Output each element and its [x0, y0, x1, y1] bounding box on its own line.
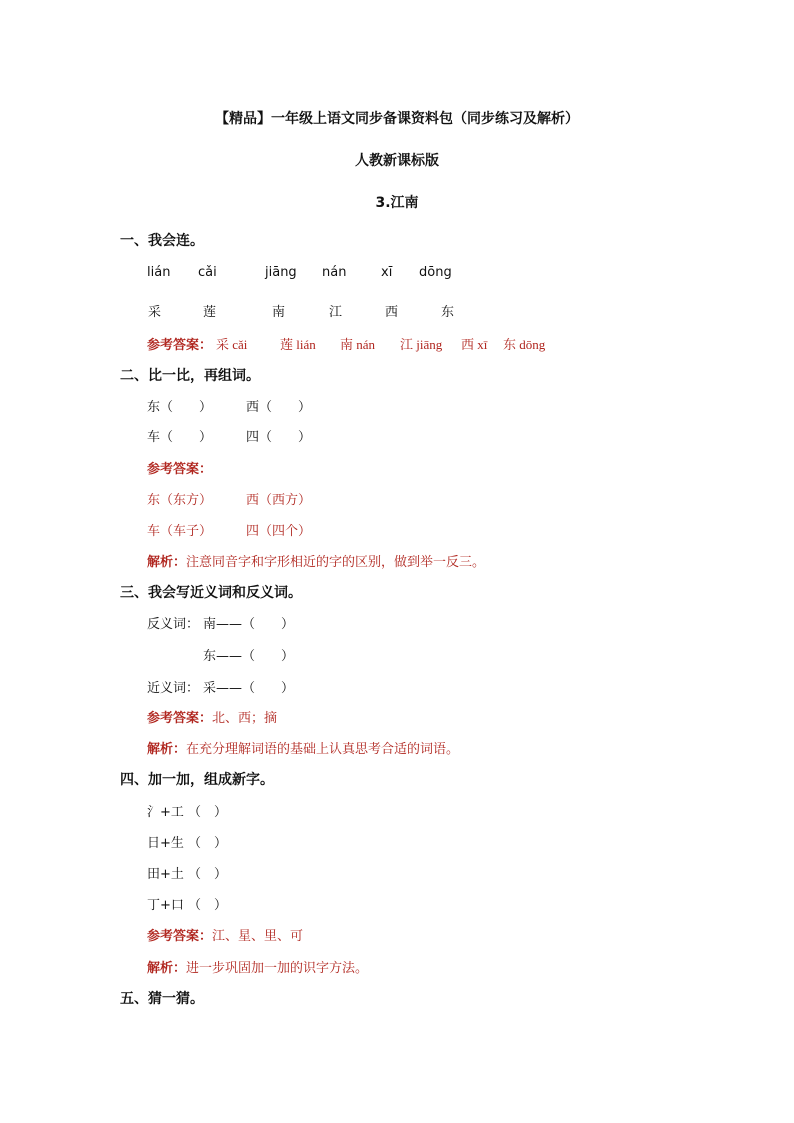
q1-answer: 江 jiāng: [400, 337, 443, 352]
document-title: 【精品】一年级上语文同步备课资料包（同步练习及解析）: [215, 111, 579, 127]
analysis-label: 解析：: [147, 742, 187, 757]
q1-pinyin: jiāng: [265, 265, 297, 280]
q4-item: 丁+口 （ ）: [147, 898, 228, 913]
answer-label: 参考答案：: [147, 929, 213, 944]
antonym-label: 反义词：: [147, 617, 200, 632]
q3-answer: [147, 707, 277, 726]
q5-heading: 五、猜一猜。: [120, 991, 204, 1007]
q2-answer: 车（车子）: [147, 524, 213, 539]
q1-char: 采: [148, 305, 162, 320]
edition-subtitle: 人教新课标版: [355, 153, 439, 169]
lesson-title: 3.江南: [375, 195, 419, 211]
antonym-item: 南——（ ）: [203, 617, 295, 632]
q2-item: 车（ ）: [147, 430, 213, 445]
q1-char: 莲: [203, 305, 217, 320]
q3-analysis: [147, 738, 459, 757]
q4-analysis: [147, 957, 368, 976]
synonym-label: 近义词：: [147, 681, 200, 696]
answer-text: 北、西；摘: [212, 711, 278, 726]
answer-label: 参考答案：: [147, 338, 213, 353]
q1-answer: 东 dōng: [503, 337, 546, 352]
q2-answer: 西（西方）: [246, 493, 312, 508]
q2-item: 东（ ）: [147, 400, 213, 415]
q1-answer: 西 xī: [461, 337, 488, 352]
analysis-label: 解析：: [147, 555, 187, 570]
q4-item: 日+生 （ ）: [147, 836, 228, 851]
q3-heading: 三、我会写近义词和反义词。: [120, 585, 302, 601]
q1-pinyin: dōng: [419, 265, 452, 280]
q1-char: 东: [441, 305, 455, 320]
answer-label: 参考答案：: [147, 711, 213, 726]
q4-heading: 四、加一加，组成新字。: [120, 772, 274, 788]
q2-answer: 东（东方）: [147, 493, 213, 508]
q1-pinyin: lián: [147, 265, 171, 280]
q1-answer: 南 nán: [340, 337, 376, 352]
q2-heading: 二、比一比，再组词。: [120, 368, 260, 384]
q4-item: 氵+工 （ ）: [147, 805, 228, 820]
q1-heading: 一、我会连。: [120, 233, 204, 249]
q2-answer: 四（四个）: [246, 524, 312, 539]
answer-text: 江、星、里、可: [212, 929, 304, 944]
q2-item: 四（ ）: [246, 430, 312, 445]
answer-label: 参考答案：: [147, 462, 213, 477]
q1-char: 江: [329, 305, 343, 320]
analysis-text: 注意同音字和字形相近的字的区别，做到举一反三。: [186, 555, 486, 570]
analysis-text: 在充分理解词语的基础上认真思考合适的词语。: [186, 742, 460, 757]
q1-answer: 采 cǎi: [216, 337, 248, 352]
analysis-text: 进一步巩固加一加的识字方法。: [186, 961, 369, 976]
analysis-label: 解析：: [147, 961, 187, 976]
antonym-item: 东——（ ）: [203, 649, 295, 664]
q4-answer: [147, 925, 303, 944]
q1-answer: 莲 lián: [280, 337, 316, 352]
q1-pinyin: nán: [322, 265, 347, 280]
synonym-item: 采——（ ）: [203, 681, 295, 696]
q1-pinyin: xī: [381, 265, 393, 280]
q1-char: 西: [385, 305, 399, 320]
q4-item: 田+土 （ ）: [147, 867, 228, 882]
q2-analysis: [147, 551, 485, 570]
q2-item: 西（ ）: [246, 400, 312, 415]
q1-char: 南: [272, 305, 286, 320]
q1-pinyin: cǎi: [198, 265, 217, 280]
